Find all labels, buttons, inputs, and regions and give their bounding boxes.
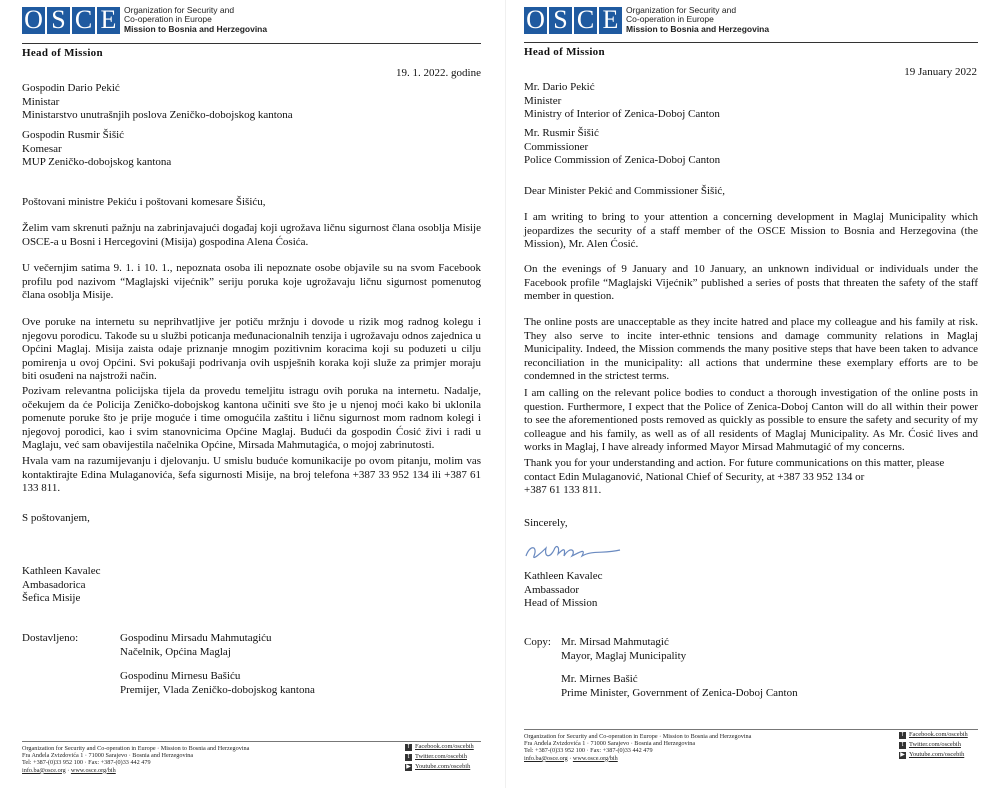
org-name: Co-operation in Europe	[626, 14, 714, 25]
footer-line: Fra Anđela Zvizdovića 1 · 71000 Sarajevo · Bosnia and Herzegovina	[22, 752, 194, 760]
cc-label: Dostavljeno:	[22, 632, 79, 644]
paragraph: The online posts are unacceptable as they incite hatred and place my colleague and his family at risk. They also serve to incite inter-ethnic tensions and damage community relations in Maglaj Municipality. Indeed, the Mission commends the many positive steps that have been taken to advance reconciliation in the municipality: all actions that undermine these exemplary efforts are to be condemned in the strictest terms.	[524, 316, 978, 383]
twitter-link[interactable]: Twitter.com/oscebih	[415, 753, 467, 760]
addr-line: Gospodin Rusmir Šišić	[22, 129, 125, 141]
twitter-link[interactable]: Twitter.com/oscebih	[909, 741, 961, 748]
salutation: Dear Minister Pekić and Commissioner Šišić,	[524, 185, 726, 197]
paragraph: U večernjim satima 9. 1. i 10. 1., nepoznata osoba ili nepoznate osobe objavile su na svom Facebook profilu pod nazivom “Maglajski vijećnik” seriju poruka koje ugrožavaju ličnu sigurnost pomenutog člana osoblja Misije.	[22, 262, 481, 302]
social-links	[405, 742, 474, 772]
signer-line: Šefica Misije	[22, 592, 81, 605]
addr-line: Ministar	[22, 95, 60, 108]
logo-letter: E	[97, 7, 120, 34]
twitter-icon: t	[899, 742, 906, 749]
closing: Sincerely,	[524, 517, 568, 529]
signature-image	[520, 536, 630, 566]
logo-letter: C	[574, 7, 597, 34]
addressee-2	[22, 129, 171, 170]
separator: ·	[567, 754, 573, 762]
header-divider	[22, 43, 481, 44]
logo-letter: S	[47, 7, 70, 34]
thanks-line: +387 61 133 811.	[524, 484, 602, 497]
mission-name: Mission to Bosnia and Herzegovina	[124, 23, 268, 34]
footer-line: Organization for Security and Co-operation in Europe · Mission to Bosnia and Herzegovina	[524, 733, 752, 740]
addr-line: Komesar	[22, 142, 62, 155]
facebook-link[interactable]: Facebook.com/oscebih	[909, 731, 968, 738]
paragraph: Želim vam skrenuti pažnju na zabrinjavajući događaj koji ugrožava ličnu sigurnost člana osoblja Misije OSCE-a u Bosni i Hercegovini (Misija) gospodina Alena Ćosića.	[22, 222, 481, 248]
logo-letter: O	[524, 7, 547, 34]
footer-address	[22, 745, 249, 774]
cc-line: Mr. Mirnes Bašić	[561, 673, 638, 685]
youtube-icon: ▶	[900, 751, 905, 758]
social-links	[899, 730, 968, 760]
signer	[22, 565, 100, 606]
addr-line: Ministarstvo unutrašnjih poslova Zeničko-dobojskog kantona	[22, 109, 293, 122]
addressee-2	[524, 127, 720, 168]
org-name: Organization for Security and	[626, 5, 737, 15]
signer-line: Kathleen Kavalec	[524, 570, 603, 582]
footer-address	[524, 733, 751, 762]
logo-letter: O	[22, 7, 45, 34]
cc-line: Gospodinu Mirsadu Mahmutagiću	[120, 632, 272, 644]
addr-line: Mr. Rusmir Šišić	[524, 127, 599, 139]
head-of-mission: Head of Mission	[22, 47, 103, 59]
facebook-icon: f	[899, 732, 906, 739]
signer	[524, 570, 602, 611]
cc-line: Gospodinu Mirnesu Bašiću	[120, 670, 241, 682]
cc-line: Prime Minister, Government of Zenica-Doboj Canton	[561, 686, 798, 699]
addr-line: Ministry of Interior of Zenica-Doboj Canton	[524, 108, 720, 121]
separator: ·	[65, 766, 71, 774]
closing: S poštovanjem,	[22, 512, 90, 524]
paragraph: I am calling on the relevant police bodies to conduct a thorough investigation of the online posts in question. Furthermore, I expect that the Police of Zenica-Doboj Canton will do all within their power to see the aforementioned posts removed as quickly as possible to ensure the safety and security of my colleague and his family, as well as of all residents of Maglaj Municipality. As Mr. Ćosić lives and works in Maglaj, I have already informed Mayor Mirsad Mahmutagić of my concerns.	[524, 387, 978, 454]
youtube-link[interactable]: Youtube.com/oscebih	[415, 763, 471, 770]
signer-line: Kathleen Kavalec	[22, 565, 101, 577]
signer-line: Head of Mission	[524, 597, 598, 610]
letter-english	[505, 0, 990, 788]
thanks-line: Thank you for your understanding and action. For future communications on this matter, please	[524, 457, 945, 469]
website-link[interactable]: www.osce.org/bih	[70, 766, 116, 774]
paragraph: Pozivam relevantna policijska tijela da provedu temeljitu istragu ovih poruka na internetu. Nadalje, očekujem da će Policija Zeničko-dobojskog kantona učiniti sve što je u njenoj moći kako bi uklonila pomenute poruke što je prije moguće i time omogućila zaštitu i ličnu sigurnost mom radnom kolegi i njegovoj porodici, kao i svim stanovnicima Općine Maglaj. Budući da gospodin Ćosić živi i radi u Maglaju, već sam obavijestila načelnika Općine, Mirsada Mahmutagića, o mojoj zabrinutosti.	[22, 385, 481, 452]
salutation: Poštovani ministre Pekiću i poštovani komesare Šišiću,	[22, 196, 266, 208]
addr-line: MUP Zeničko-dobojskog kantona	[22, 156, 172, 169]
cc-line: Načelnik, Općina Maglaj	[120, 645, 231, 658]
addr-line: Mr. Dario Pekić	[524, 81, 595, 93]
cc-recipient-2	[561, 673, 798, 700]
paragraph: Hvala vam na razumijevanju i djelovanju. U smislu buduće komunikacije po ovom pitanju, molim vas kontaktirajte Edina Mulaganovića, šefa sigurnosti Misije, na broj telefona +387 33 952 134 ili +387 61 133 811.	[22, 455, 481, 495]
footer-line: Tel: +387-(0)33 952 100 · Fax: +387-(0)33 442 479	[22, 759, 151, 767]
addressee-1	[524, 81, 720, 122]
logo-letter: C	[72, 7, 95, 34]
youtube-link[interactable]: Youtube.com/oscebih	[909, 751, 965, 758]
head-of-mission: Head of Mission	[524, 46, 605, 58]
cc-line: Mr. Mirsad Mahmutagić	[561, 636, 669, 648]
cc-recipient-1	[561, 636, 686, 663]
org-name: Co-operation in Europe	[124, 14, 212, 25]
website-link[interactable]: www.osce.org/bih	[572, 754, 618, 762]
osce-logo	[22, 6, 267, 34]
youtube-icon: ▶	[406, 763, 411, 770]
letter-date: 19. 1. 2022. godine	[396, 67, 481, 79]
cc-label: Copy:	[524, 636, 551, 648]
signer-line: Ambassador	[524, 583, 579, 596]
header-divider	[524, 42, 978, 43]
addr-line: Minister	[524, 94, 562, 107]
facebook-icon: f	[405, 744, 412, 751]
mission-name: Mission to Bosnia and Herzegovina	[626, 23, 770, 34]
addressee-1	[22, 82, 293, 123]
cc-recipient-1	[120, 632, 272, 659]
addr-line: Gospodin Dario Pekić	[22, 82, 120, 94]
thanks-line: contact Edin Mulaganović, National Chief of Security, at +387 33 952 134 or	[524, 470, 865, 483]
letter-date: 19 January 2022	[904, 66, 977, 78]
addr-line: Commissioner	[524, 140, 589, 153]
email-link[interactable]: info.ba@osce.org	[22, 766, 66, 774]
cc-recipient-2	[120, 670, 315, 697]
footer-line: Fra Anđela Zvizdovića 1 · 71000 Sarajevo · Bosnia and Herzegovina	[524, 740, 696, 748]
thanks-paragraph	[524, 457, 944, 498]
footer-line: Organization for Security and Co-operation in Europe · Mission to Bosnia and Herzegovina	[22, 745, 250, 752]
paragraph: I am writing to bring to your attention a concerning development in Maglaj Municipality which jeopardizes the security of a staff member of the OSCE Mission to Bosnia and Herzegovina (the Mission), Mr. Alen Ćosić.	[524, 211, 978, 251]
facebook-link[interactable]: Facebook.com/oscebih	[415, 743, 474, 750]
addr-line: Police Commission of Zenica-Doboj Canton	[524, 154, 721, 167]
org-name: Organization for Security and	[124, 5, 235, 15]
twitter-icon: t	[405, 754, 412, 761]
email-link[interactable]: info.ba@osce.org	[524, 754, 568, 762]
paragraph: Ove poruke na internetu su neprihvatljive jer potiču mržnju i dovode u rizik mog radnog kolegu i njegovu porodicu. Takođe su u službi poticanja međunacionalnih tenzija i ugrožavaju odnos zajednica u Općini Maglaj. Misija zaista odaje priznanje mnogim pozitivnim koracima koji su poduzeti u cilju pomirenja u ovoj Općini. Svi pokušaji podrivanja ovih uspješnih koraka koji služe za primjer moraju biti osuđeni na najstroži način.	[22, 316, 481, 383]
cc-line: Premijer, Vlada Zeničko-dobojskog kantona	[120, 683, 315, 696]
osce-logo	[524, 6, 769, 34]
logo-letter: S	[549, 7, 572, 34]
signer-line: Ambasadorica	[22, 578, 86, 591]
logo-letter: E	[599, 7, 622, 34]
cc-line: Mayor, Maglaj Municipality	[561, 649, 687, 662]
paragraph: On the evenings of 9 January and 10 January, an unknown individual or individuals under the Facebook profile “Maglajski Vijećnik” published a series of posts that threaten the safety of the staff member in question.	[524, 263, 978, 303]
footer-line: Tel: +387-(0)33 952 100 · Fax: +387-(0)33 442 479	[524, 747, 653, 755]
